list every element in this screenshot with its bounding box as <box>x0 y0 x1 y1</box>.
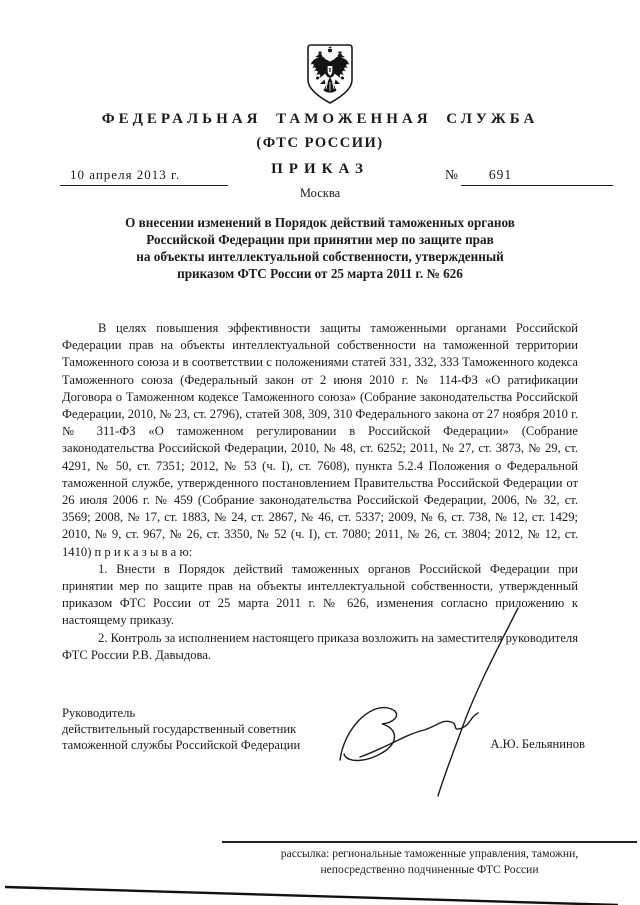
date-value: 10 апреля 2013 г. <box>70 167 181 182</box>
body-paragraph-item-1: 1. Внести в Порядок действий таможенных органов Российской Федерации при принятии мер по защите прав на объекты интеллектуальной собственности, утвержденный приказом ФТС России от 25 марта 2011 г. № 626, изменения согласно приложению к настоящему приказу. <box>62 561 578 628</box>
distribution-note <box>222 841 637 878</box>
body-paragraph-item-2: 2. Контроль за исполнением настоящего приказа возложить на заместителя руководителя ФТС России Р.В. Давыдова. <box>62 630 578 662</box>
title-line: приказом ФТС России от 25 марта 2011 г. № 626 <box>177 266 463 281</box>
document-title <box>0 214 640 282</box>
number-value: 691 <box>461 167 613 186</box>
number-sign: № <box>445 167 458 182</box>
signature-block <box>62 706 585 753</box>
signer-position-line: Руководитель <box>62 706 136 720</box>
body-paragraph-preamble: В целях повышения эффективности защиты таможенными органами Российской Федерации прав на объекты интеллектуальной собственности на таможенной территории Таможенного союза и в соответствии с положениями статей 331, 332, 333 Таможенного кодекса Таможенного союза (Федеральный закон от 2 июня 2010 г. № 114-ФЗ «О ратификации Договора о Таможенном кодексе Таможенного союза» (Собрание законодательства Российской Федерации, 2010, № 23, ст. 2796), статей 308, 309, 310 Федерального закона от 27 ноября 2010 г. № 311-ФЗ «О таможенном регулировании в Российской Федерации» (Собрание законодательства Российской Федерации, 2010, № 48, ст. 6252; 2011, № 27, ст. 3873, № 29, ст. 4291, № 50, ст. 7351; 2012, № 53 (ч. I), ст. 7608), пункта 5.2.4 Положения о Федеральной таможенной службе, утвержденного постановлением Правительства Российской Федерации от 26 июля 2006 г. № 459 (Собрание законодательства Российской Федерации, 2006, № 32, ст. 3569; 2008, № 17, ст. 1883, № 24, ст. 2867, № 46, ст. 5337; 2009, № 6, ст. 738, № 12, ст. 1429; 2010, № 9, ст. 967, № 26, ст. 3350, № 52 (ч. I), ст. 7080; 2011, № 26, ст. 3804; 2012, № 12, ст. 1410) п р и к а з ы в а ю: <box>62 321 578 559</box>
distribution-line: рассылка: региональные таможенные управления, таможни, <box>280 847 579 860</box>
distribution-line: непосредственно подчиненные ФТС России <box>320 863 539 876</box>
number-field <box>445 167 613 186</box>
document-body <box>62 320 578 664</box>
signer-name: А.Ю. Бельянинов <box>490 736 585 751</box>
title-line: Российской Федерации при принятии мер по защите прав <box>146 232 494 247</box>
signer-position <box>62 706 300 753</box>
signer-position-line: действительный государственный советник <box>62 721 297 736</box>
coat-of-arms-icon <box>307 44 353 104</box>
org-name: ФЕДЕРАЛЬНАЯ ТАМОЖЕННАЯ СЛУЖБА <box>101 111 539 127</box>
date-field <box>60 167 228 186</box>
doc-type-title: ПРИКАЗ <box>271 161 369 177</box>
city-label: Москва <box>299 186 341 200</box>
org-short-name: (ФТС РОССИИ) <box>256 135 384 151</box>
title-line: на объекты интеллектуальной собственности, утвержденный <box>136 249 504 264</box>
signer-position-line: таможенной службы Российской Федерации <box>62 737 301 752</box>
title-line: О внесении изменений в Порядок действий таможенных органов <box>125 215 515 230</box>
